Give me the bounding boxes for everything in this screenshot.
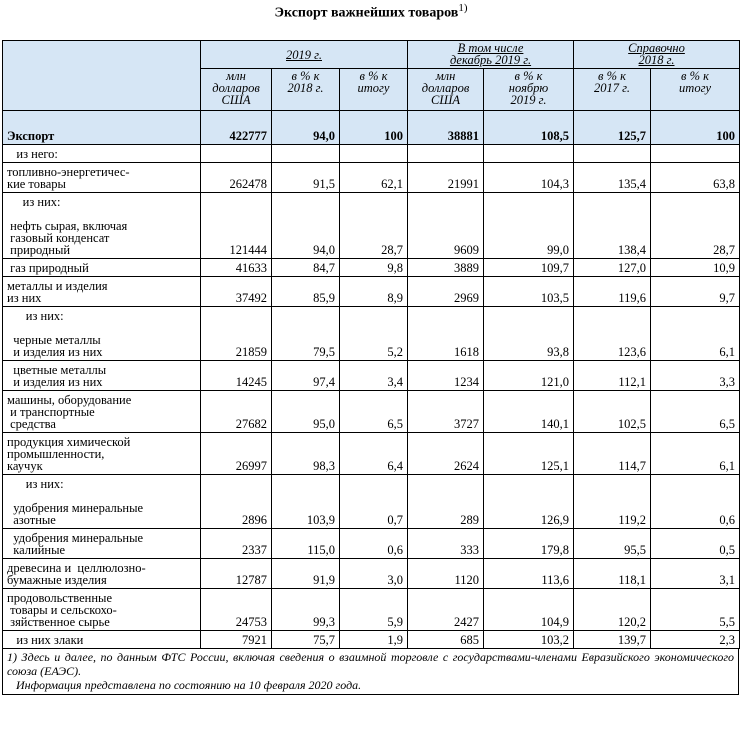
cell-value: 6,5 xyxy=(340,391,408,433)
cell-value: 91,5 xyxy=(272,163,340,193)
cell-value: 123,6 xyxy=(574,307,651,361)
cell-value: 62,1 xyxy=(340,163,408,193)
table-row xyxy=(3,433,740,475)
table-row xyxy=(3,307,740,361)
header-col-3: в % к итогу xyxy=(340,69,408,111)
row-label: удобрения минеральные калийные xyxy=(3,529,201,559)
row-label: металлы и изделия из них xyxy=(3,277,201,307)
row-label: цветные металлы и изделия из них xyxy=(3,361,201,391)
cell-value: 100 xyxy=(651,111,740,145)
cell-value: 27682 xyxy=(201,391,272,433)
cell-value: 109,7 xyxy=(484,259,574,277)
row-label: топливно-энергетичес- кие товары xyxy=(3,163,201,193)
cell-value: 79,5 xyxy=(272,307,340,361)
cell-value: 1120 xyxy=(408,559,484,589)
row-label: Экспорт xyxy=(3,111,201,145)
cell-value: 139,7 xyxy=(574,631,651,649)
cell-value: 84,7 xyxy=(272,259,340,277)
header-col-6: в % к 2017 г. xyxy=(574,69,651,111)
cell-value xyxy=(651,145,740,163)
cell-value: 126,9 xyxy=(484,475,574,529)
table-row xyxy=(3,277,740,307)
cell-value: 121444 xyxy=(201,193,272,259)
cell-value: 5,2 xyxy=(340,307,408,361)
footnote-text: 1) Здесь и далее, по данным ФТС России, включая сведения о взаимной торговле с государствами-членами Евразийского экономического союза (ЕАЭС). xyxy=(7,650,734,678)
cell-value: 75,7 xyxy=(272,631,340,649)
cell-value: 120,2 xyxy=(574,589,651,631)
header-blank xyxy=(3,41,201,111)
cell-value xyxy=(272,145,340,163)
cell-value xyxy=(408,145,484,163)
table-row xyxy=(3,193,740,259)
table-row xyxy=(3,529,740,559)
cell-value: 114,7 xyxy=(574,433,651,475)
cell-value: 95,0 xyxy=(272,391,340,433)
cell-value: 102,5 xyxy=(574,391,651,433)
cell-value: 3889 xyxy=(408,259,484,277)
cell-value: 41633 xyxy=(201,259,272,277)
cell-value: 135,4 xyxy=(574,163,651,193)
cell-value: 26997 xyxy=(201,433,272,475)
row-label: из них: удобрения минеральные азотные xyxy=(3,475,201,529)
cell-value: 422777 xyxy=(201,111,272,145)
cell-value xyxy=(340,145,408,163)
header-group-2019: 2019 г. xyxy=(201,41,408,69)
table-row xyxy=(3,361,740,391)
cell-value: 14245 xyxy=(201,361,272,391)
cell-value: 685 xyxy=(408,631,484,649)
cell-value: 2337 xyxy=(201,529,272,559)
cell-value: 85,9 xyxy=(272,277,340,307)
cell-value: 103,9 xyxy=(272,475,340,529)
table-header xyxy=(3,41,740,111)
cell-value: 91,9 xyxy=(272,559,340,589)
row-label: газ природный xyxy=(3,259,201,277)
cell-value: 6,1 xyxy=(651,433,740,475)
cell-value: 98,3 xyxy=(272,433,340,475)
row-label: из них злаки xyxy=(3,631,201,649)
title-footnote-marker: 1) xyxy=(458,2,468,14)
cell-value: 2,3 xyxy=(651,631,740,649)
table-row xyxy=(3,163,740,193)
cell-value xyxy=(484,145,574,163)
cell-value xyxy=(574,145,651,163)
table-row xyxy=(3,589,740,631)
table-body xyxy=(3,111,740,649)
table-row xyxy=(3,259,740,277)
cell-value: 103,5 xyxy=(484,277,574,307)
table-row xyxy=(3,145,740,163)
cell-value: 112,1 xyxy=(574,361,651,391)
cell-value: 0,6 xyxy=(651,475,740,529)
cell-value: 3,3 xyxy=(651,361,740,391)
cell-value: 333 xyxy=(408,529,484,559)
cell-value: 10,9 xyxy=(651,259,740,277)
cell-value: 1618 xyxy=(408,307,484,361)
cell-value: 21991 xyxy=(408,163,484,193)
header-group-december: В том числе декабрь 2019 г. xyxy=(408,41,574,69)
cell-value: 9609 xyxy=(408,193,484,259)
cell-value: 108,5 xyxy=(484,111,574,145)
table-title xyxy=(0,2,742,22)
cell-value: 37492 xyxy=(201,277,272,307)
cell-value: 127,0 xyxy=(574,259,651,277)
table-row xyxy=(3,475,740,529)
table-row xyxy=(3,631,740,649)
row-label: из них: нефть сырая, включая газовый конденсат природный xyxy=(3,193,201,259)
cell-value: 113,6 xyxy=(484,559,574,589)
cell-value: 179,8 xyxy=(484,529,574,559)
table-footnote xyxy=(2,648,739,695)
header-col-5: в % к ноябрю 2019 г. xyxy=(484,69,574,111)
cell-value: 5,5 xyxy=(651,589,740,631)
cell-value: 100 xyxy=(340,111,408,145)
row-label: машины, оборудование и транспортные средства xyxy=(3,391,201,433)
row-label: из них: черные металлы и изделия из них xyxy=(3,307,201,361)
cell-value: 0,5 xyxy=(651,529,740,559)
header-col-1: млн долларов США xyxy=(201,69,272,111)
cell-value: 262478 xyxy=(201,163,272,193)
cell-value: 118,1 xyxy=(574,559,651,589)
cell-value: 12787 xyxy=(201,559,272,589)
header-col-7: в % к итогу xyxy=(651,69,740,111)
table-row xyxy=(3,391,740,433)
cell-value: 2624 xyxy=(408,433,484,475)
cell-value: 9,7 xyxy=(651,277,740,307)
cell-value: 0,6 xyxy=(340,529,408,559)
cell-value: 94,0 xyxy=(272,111,340,145)
cell-value: 125,7 xyxy=(574,111,651,145)
row-label: продовольственные товары и сельскохо- зяйственное сырье xyxy=(3,589,201,631)
cell-value: 1234 xyxy=(408,361,484,391)
cell-value: 138,4 xyxy=(574,193,651,259)
row-label: древесина и целлюлозно- бумажные изделия xyxy=(3,559,201,589)
export-table xyxy=(2,40,740,649)
cell-value: 6,1 xyxy=(651,307,740,361)
cell-value: 63,8 xyxy=(651,163,740,193)
cell-value: 2896 xyxy=(201,475,272,529)
cell-value: 21859 xyxy=(201,307,272,361)
cell-value: 115,0 xyxy=(272,529,340,559)
info-note: Информация представлена по состоянию на 10 февраля 2020 года. xyxy=(7,678,362,692)
cell-value: 3,1 xyxy=(651,559,740,589)
cell-value: 121,0 xyxy=(484,361,574,391)
cell-value: 95,5 xyxy=(574,529,651,559)
cell-value: 140,1 xyxy=(484,391,574,433)
cell-value: 2427 xyxy=(408,589,484,631)
cell-value: 119,6 xyxy=(574,277,651,307)
cell-value: 93,8 xyxy=(484,307,574,361)
cell-value: 24753 xyxy=(201,589,272,631)
header-col-2: в % к 2018 г. xyxy=(272,69,340,111)
cell-value: 104,9 xyxy=(484,589,574,631)
cell-value: 97,4 xyxy=(272,361,340,391)
cell-value: 125,1 xyxy=(484,433,574,475)
cell-value: 3,0 xyxy=(340,559,408,589)
cell-value: 38881 xyxy=(408,111,484,145)
cell-value: 8,9 xyxy=(340,277,408,307)
cell-value: 289 xyxy=(408,475,484,529)
cell-value: 1,9 xyxy=(340,631,408,649)
cell-value: 2969 xyxy=(408,277,484,307)
cell-value: 99,0 xyxy=(484,193,574,259)
cell-value: 28,7 xyxy=(651,193,740,259)
row-label: из него: xyxy=(3,145,201,163)
row-label: продукция химической промышленности, каучук xyxy=(3,433,201,475)
header-col-4: млн долларов США xyxy=(408,69,484,111)
cell-value: 28,7 xyxy=(340,193,408,259)
total-row xyxy=(3,111,740,145)
table-title-text: Экспорт важнейших товаров xyxy=(274,5,459,21)
cell-value: 3727 xyxy=(408,391,484,433)
table-row xyxy=(3,559,740,589)
cell-value: 6,5 xyxy=(651,391,740,433)
cell-value: 119,2 xyxy=(574,475,651,529)
cell-value: 94,0 xyxy=(272,193,340,259)
cell-value: 3,4 xyxy=(340,361,408,391)
cell-value: 99,3 xyxy=(272,589,340,631)
cell-value: 104,3 xyxy=(484,163,574,193)
cell-value xyxy=(201,145,272,163)
header-group-2018: Справочно 2018 г. xyxy=(574,41,740,69)
cell-value: 7921 xyxy=(201,631,272,649)
cell-value: 0,7 xyxy=(340,475,408,529)
cell-value: 5,9 xyxy=(340,589,408,631)
cell-value: 9,8 xyxy=(340,259,408,277)
cell-value: 6,4 xyxy=(340,433,408,475)
cell-value: 103,2 xyxy=(484,631,574,649)
